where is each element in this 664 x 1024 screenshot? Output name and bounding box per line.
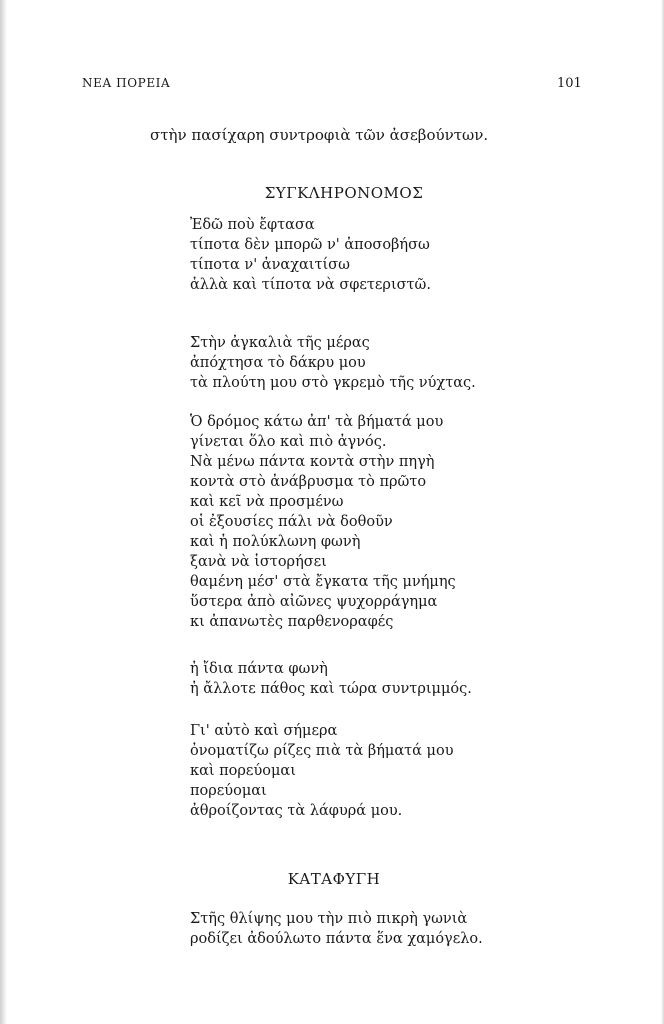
verse-line: ὀνοματίζω ρίζες πιὰ τὰ βήματά μου — [190, 743, 454, 759]
verse-line: ἀπόχτησα τὸ δάκρυ μου — [190, 355, 366, 371]
verse-line: γίνεται ὅλο καὶ πιὸ ἀγνός. — [190, 434, 387, 450]
verse-line: καὶ ἡ πολύκλωνη φωνὴ — [190, 534, 361, 550]
verse-line: Γι' αὐτὸ καὶ σήμερα — [190, 723, 338, 739]
stanza — [190, 412, 456, 632]
verse-line: ὕστερα ἀπὸ αἰῶνες ψυχορράγημα — [190, 594, 438, 610]
verse-line: πορεύομαι — [190, 783, 267, 799]
verse-line: ξανὰ νὰ ἱστορήσει — [190, 554, 327, 570]
verse-line: τίποτα ν' ἀναχαιτίσω — [190, 257, 350, 273]
verse-line: ἀθροίζοντας τὰ λάφυρά μου. — [190, 803, 403, 819]
stanza — [190, 909, 483, 949]
stanza — [190, 333, 476, 393]
verse-line: τὰ πλούτη μου στὸ γκρεμὸ τῆς νύχτας. — [190, 375, 476, 391]
poem-title-katafygi: ΚΑΤΑΦΥΓΗ — [287, 870, 381, 888]
verse-line: θαμένη μέσ' στὰ ἔγκατα τῆς μνήμης — [190, 574, 456, 590]
stanza — [190, 659, 472, 699]
verse-line: ροδίζει ἀδούλωτο πάντα ἕνα χαμόγελο. — [190, 931, 483, 947]
stanza — [190, 215, 431, 295]
poem-title-synkleronomos: ΣΥΓΚΛΗΡΟΝΟΜΟΣ — [264, 184, 424, 202]
stanza — [190, 721, 454, 821]
verse-line: Ὁ δρόμος κάτω ἀπ' τὰ βήματά μου — [190, 414, 444, 430]
verse-line: καὶ κεῖ νὰ προσμένω — [190, 494, 344, 510]
verse-line: ἡ ἄλλοτε πάθος καὶ τώρα συντριμμός. — [190, 681, 472, 697]
verse-line: Στὴν ἀγκαλιὰ τῆς μέρας — [190, 335, 370, 351]
verse-line: τίποτα δὲν μπορῶ ν' ἀποσοβήσω — [190, 237, 430, 253]
verse-line: Ἐδῶ ποὺ ἔφτασα — [190, 217, 315, 233]
verse-line: οἱ ἐξουσίες πάλι νὰ δοθοῦν — [190, 514, 393, 530]
carry-over-line: στὴν πασίχαρη συντροφιὰ τῶν ἀσεβούντων. — [150, 126, 489, 144]
verse-line: ἡ ἴδια πάντα φωνὴ — [190, 661, 328, 677]
verse-line: Στῆς θλίψης μου τὴν πιὸ πικρὴ γωνιὰ — [190, 911, 468, 927]
verse-line: καὶ πορεύομαι — [190, 763, 296, 779]
verse-line: κοντὰ στὸ ἀνάβρυσμα τὸ πρῶτο — [190, 474, 427, 490]
page-number: 101 — [557, 76, 582, 91]
verse-line: Νὰ μένω πάντα κοντὰ στὴν πηγὴ — [190, 454, 435, 470]
verse-line: κι ἀπανωτὲς παρθενοραφές — [190, 614, 394, 630]
running-head: ΝΕΑ ΠΟΡΕΙΑ — [82, 76, 171, 90]
verse-line: ἀλλὰ καὶ τίποτα νὰ σφετεριστῶ. — [190, 277, 431, 293]
